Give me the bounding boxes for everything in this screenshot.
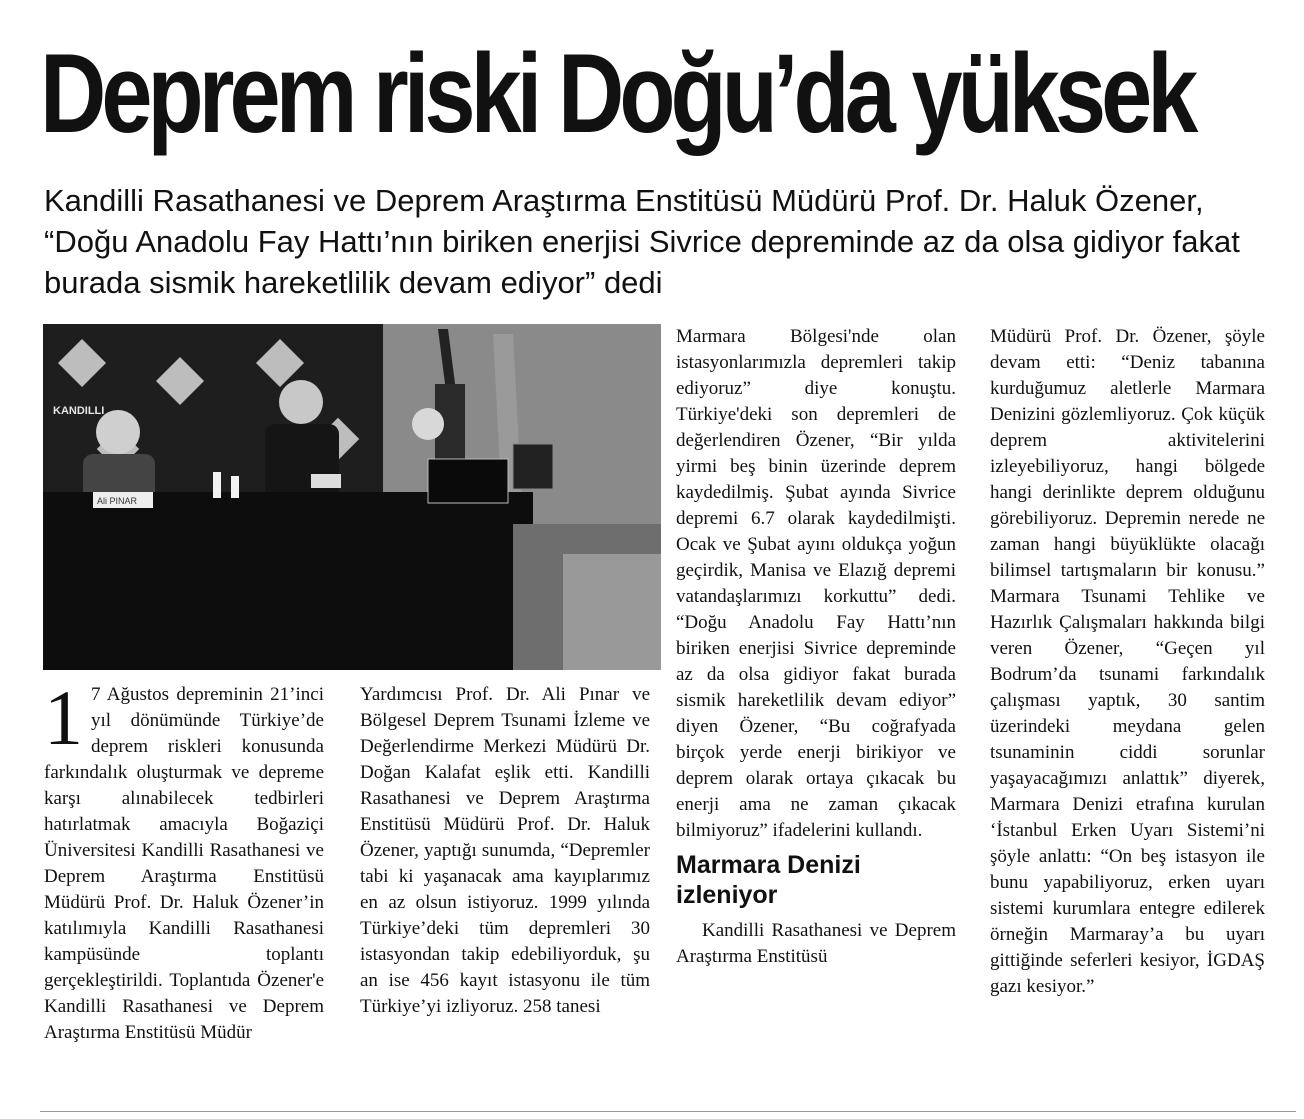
column-1 bbox=[44, 674, 324, 1046]
banner-text: KANDILLI bbox=[53, 405, 105, 417]
column-4-text: Müdürü Prof. Dr. Özener, şöyle devam etti: “Deniz tabanına kurduğumuz aletlerle Marmara Denizini gözlemliyoruz. Çok küçük deprem aktivitelerini izleyebiliyoruz, hangi bölgede hangi derinlikte deprem olduğunu görebiliyoruz. Depremin nerede ne zaman hangi büyüklükte olacağı bilimsel tartışmaların bir konusu.” Marmara Tsunami Tehlike ve Hazırlık Çalışmaları hakkında bilgi veren Özener, “Geçen yıl Bodrum’da tsunami farkındalık çalışması yaptık, 30 santim üzerindeki meydana gelen tsunaminin ciddi sorunlar yaşayacağımızı anlattık” diyerek, Marmara Denizi etrafına kurulan ‘İstanbul Erken Uyarı Sistemi’ni şöyle anlattı: “On beş istasyon ile bunu yapabiliyoruz, erken uyarı sistemi kurumlara entegre edilerek örneğin Marmaray’a bu uyarı gittiğinde seferleri kesiyor, İGDAŞ gazı kesiyor.” bbox=[990, 326, 1265, 997]
photo-illustration bbox=[43, 324, 661, 670]
press-conference-photo bbox=[43, 324, 661, 670]
headline: Deprem riski Doğu’da yüksek bbox=[40, 31, 1194, 156]
subheading: Marmara Denizi izleniyor bbox=[676, 851, 861, 909]
column-1-text: 7 Ağustos depreminin 21’inci yıl dönümünde Türkiye’de deprem riskleri konusunda farkındalık oluşturmak ve depreme karşı alınabilecek tedbirleri hatırlatmak amacıyla Boğaziçi Üniversitesi Kandilli Rasathanesi ve Deprem Araştırma Enstitüsü Müdürü Prof. Dr. Haluk Özener’in katılımıyla Kandilli Rasathanesi kampüsünde toplantı gerçekleştirildi. Toplantıda Özener'e Kandilli Rasathanesi ve Deprem Araştırma Enstitüsü Müdür bbox=[44, 684, 324, 1043]
column-3 bbox=[676, 324, 956, 970]
column-3-text: Marmara Bölgesi'nde olan istasyonlarımızla depremleri takip ediyoruz” diye konuştu. Türkiye'deki son depremleri de değerlendiren Özener, “Bir yılda yirmi beş binin üzerinde deprem kaydedilmiş. Şubat ayında Sivrice depremi 6.7 olarak kaydedilmişti. Ocak ve Şubat ayını oldukça yoğun geçirdik, Manisa ve Elazığ depremi vatandaşlarımızı korkuttu” dedi. “Doğu Anadolu Fay Hattı’nın biriken enerjisi Sivrice depreminde az da olsa gidiyor fakat burada sismik hareketlilik devam ediyor” diyen Özener, “Bu coğrafyada birçok yerde enerji birikiyor ve deprem olarak ortaya çıkacak bu enerji ama ne zaman çıkacak bilmiyoruz” ifadelerini kullandı. bbox=[676, 326, 956, 841]
column-3-text-continued: Kandilli Rasathanesi ve Deprem Araştırma Enstitüsü bbox=[676, 920, 956, 967]
column-4 bbox=[990, 324, 1265, 1000]
deck-summary: Kandilli Rasathanesi ve Deprem Araştırma Enstitüsü Müdürü Prof. Dr. Haluk Özener, “Doğu Anadolu Fay Hattı’nın biriken enerjisi Sivrice depreminde az da olsa gidiyor fakat burada sismik hareketlilik devam ediyor” dedi bbox=[44, 183, 1240, 300]
bottom-rule bbox=[40, 1111, 1296, 1112]
nameplate-text: Ali PINAR bbox=[97, 496, 138, 506]
drop-cap: 1 bbox=[44, 674, 83, 761]
column-2 bbox=[360, 682, 650, 1020]
column-2-text: Yardımcısı Prof. Dr. Ali Pınar ve Bölgesel Deprem Tsunami İzleme ve Değerlendirme Merkezi Müdürü Dr. Doğan Kalafat eşlik etti. Kandilli Rasathanesi ve Deprem Araştırma Enstitüsü Müdürü Prof. Dr. Haluk Özener, yaptığı sunumda, “Depremler tabi ki yaşanacak ama kayıplarımız en az olsun istiyoruz. 1999 yılında Türkiye’deki tüm depremleri 30 istasyondan takip edebiliyorduk, şu an ise 456 kayıt istasyonu ile tüm Türkiye’yi izliyoruz. 258 tanesi bbox=[360, 684, 650, 1017]
